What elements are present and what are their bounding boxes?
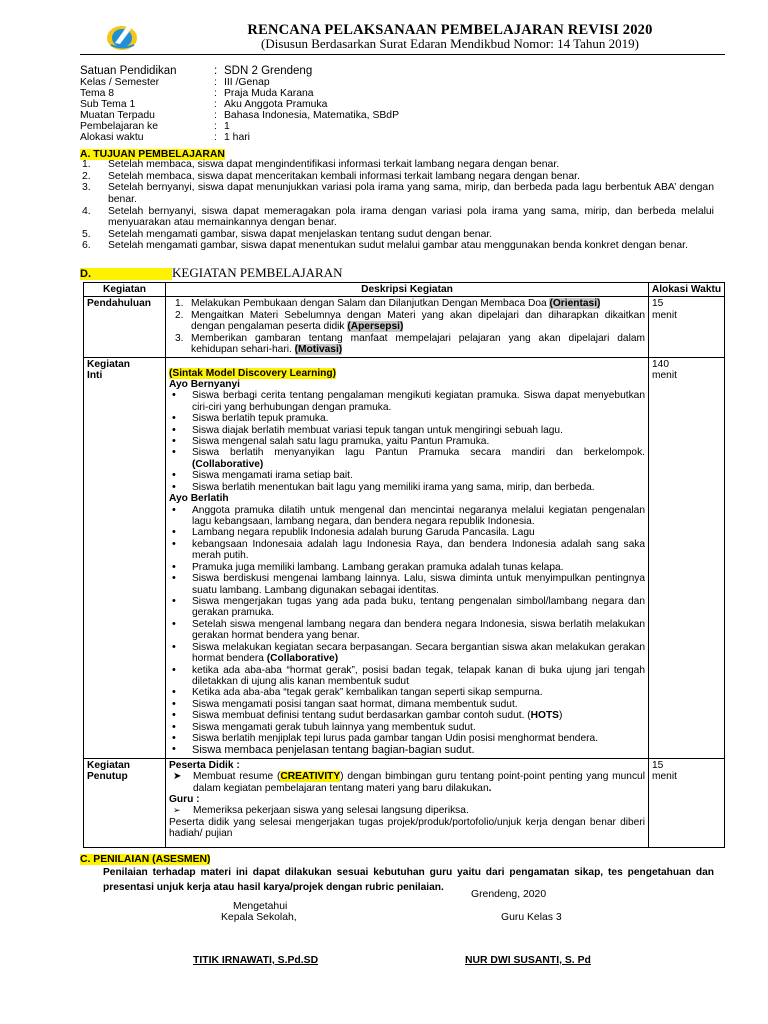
list-item: • Siswa membuat definisi tentang sudut berdasarkan gambar contoh sudut. (HOTS) bbox=[169, 710, 645, 721]
activity-description bbox=[166, 758, 649, 847]
list-item: 2. Mengaitkan Materi Sebelumnya dengan Materi yang akan dipelajari dan diharapkan dikaitkan dengan pengalaman peserta didik (Apersepsi) bbox=[175, 309, 645, 333]
list-item: • Siswa berlatih menyanyikan lagu Pantun Pramuka secara mandiri dan berkelompok. (Collaborative) bbox=[169, 447, 645, 470]
identity-row: Pembelajaran ke : 1 bbox=[80, 121, 230, 132]
teacher-title: Guru Kelas 3 bbox=[501, 912, 562, 923]
activity-label: Kegiatan Inti bbox=[84, 357, 166, 758]
list-item: • kebangsaan Indonesaia adalah lagu Indonesia Raya, dan bendera Indonesia adalah sang saka merah putih. bbox=[169, 539, 645, 562]
closing-text: Peserta didik yang selesai mengerjakan tugas projek/produk/portofolio/unjuk kerja dengan benar diberi hadiah/ pujian bbox=[169, 816, 645, 840]
list-item: • Anggota pramuka dilatih untuk mengenal dan mencintai negaranya melalui kegiatan pengenalan lagu kebangsaan, lambang negara, dan bendera negara republik Indonesia. bbox=[169, 505, 645, 528]
headmaster-title: Kepala Sekolah, bbox=[221, 912, 297, 923]
list-item: • Siswa mengamati posisi tangan saat hormat, dimana membentuk sudut. bbox=[169, 699, 645, 710]
table-row bbox=[84, 357, 725, 758]
list-item: 2. Setelah membaca, siswa dapat menceritakan kembali informasi terkait lambang negara dengan benar. bbox=[82, 170, 580, 182]
identity-row: Tema 8 : Praja Muda Karana bbox=[80, 88, 314, 99]
list-item: • Siswa berbagi cerita tentang pengalaman mengikuti kegiatan pramuka. Siswa dapat menyebutkan ciri-ciri yang berhubungan dengan pramuka. bbox=[169, 390, 645, 413]
list-item: • Siswa mengenal salah satu lagu pramuka, yaitu Pantun Pramuka. bbox=[169, 436, 645, 447]
list-item: 1. Melakukan Pembukaan dengan Salam dan Dilanjutkan Dengan Membaca Doa (Orientasi) bbox=[175, 298, 601, 310]
document-subtitle: (Disusun Berdasarkan Surat Edaran Mendikbud Nomor: 14 Tahun 2019) bbox=[261, 36, 639, 51]
mengetahui-label: Mengetahui bbox=[233, 901, 288, 912]
column-header: Alokasi Waktu bbox=[649, 283, 725, 297]
subheading: Ayo Bernyanyi bbox=[169, 378, 240, 390]
list-item: • Siswa berlatih menjiplak tepi lurus pada gambar tangan Udin posisi menghormat bendera. bbox=[169, 733, 645, 744]
headmaster-name: TITIK IRNAWATI, S.Pd.SD bbox=[193, 955, 319, 966]
section-c-heading: C. PENILAIAN (ASESMEN) bbox=[80, 854, 211, 865]
section-a-heading: A. TUJUAN PEMBELAJARAN bbox=[80, 149, 225, 160]
model-label: (Sintak Model Discovery Learning) bbox=[169, 367, 336, 379]
teacher-name: NUR DWI SUSANTI, S. Pd bbox=[465, 955, 591, 966]
list-item: • Siswa mengamati irama setiap bait. bbox=[169, 470, 645, 481]
list-item: • Siswa berdiskusi mengenai lambang lainnya. Lalu, siswa diminta untuk menyimpulkan pentingnya suatu lambang. Lambang digunakan sebagai identitas. bbox=[169, 573, 645, 596]
assessment-text: Penilaian terhadap materi ini dapat dilakukan sesuai kebutuhan guru yaitu dari pengamatan sikap, tes pengetahuan dan presentasi unjuk kerja atau hasil karya/projek dengan rubric penilaian. bbox=[103, 867, 714, 893]
activity-description bbox=[166, 357, 649, 758]
time-allocation: 15 menit bbox=[649, 297, 725, 357]
column-header: Deskripsi Kegiatan bbox=[166, 283, 649, 297]
subheading: Guru : bbox=[169, 794, 200, 806]
table-row bbox=[84, 297, 725, 357]
list-item: • Siswa membaca penjelasan tentang bagian-bagian sudut. bbox=[169, 744, 645, 756]
identity-row: Muatan Terpadu : Bahasa Indonesia, Matematika, SBdP bbox=[80, 110, 400, 121]
identity-row: Satuan Pendidikan : SDN 2 Grendeng bbox=[80, 65, 313, 77]
list-item: 1. Setelah membaca, siswa dapat mengindentifikasi informasi terkait lambang negara dengan benar. bbox=[82, 159, 560, 170]
identity-row: Sub Tema 1 : Aku Anggota Pramuka bbox=[80, 99, 328, 110]
activity-label: Kegiatan Penutup bbox=[84, 758, 166, 847]
activity-description bbox=[166, 297, 649, 357]
list-item: 5. Setelah mengamati gambar, siswa dapat menjelaskan tentang sudut dengan benar. bbox=[82, 228, 493, 240]
list-item: 3. Setelah bernyanyi, siswa dapat menunjukkan variasi pola irama yang sama, mirip, dan berbeda pada lagu berbentuk ABA’ dengan benar. bbox=[82, 182, 714, 205]
table-row bbox=[84, 758, 725, 847]
activity-label: Pendahuluan bbox=[84, 297, 166, 357]
list-item: 4. Setelah bernyanyi, siswa dapat memeragakan pola irama dengan variasi pola irama yang sama, mirip, dan berbeda melalui menyuarakan atau memainkannya dengan benar. bbox=[82, 205, 714, 229]
list-item: 6. Setelah mengamati gambar, siswa dapat menentukan sudut melalui gambar atau menggunakan benda konkret dengan benar. bbox=[82, 240, 688, 252]
column-header: Kegiatan bbox=[84, 283, 166, 297]
identity-row: Kelas / Semester : III /Genap bbox=[80, 77, 270, 88]
activities-table bbox=[83, 282, 725, 848]
place-date: Grendeng, 2020 bbox=[471, 889, 547, 900]
objectives-list bbox=[80, 159, 714, 252]
list-item: • Siswa mengamati gerak tubuh lainnya yang membentuk sudut. bbox=[169, 722, 645, 733]
list-item: • Siswa melakukan kegiatan secara berpasangan. Secara bergantian siswa akan melakukan gerakan hormat bendera (Collaborative) bbox=[169, 642, 645, 665]
list-item: • Lambang negara republik Indonesia adalah burung Garuda Pancasila. Lagu bbox=[169, 527, 645, 538]
identity-row: Alokasi waktu : 1 hari bbox=[80, 132, 250, 143]
list-item: • Siswa mengerjakan tugas yang ada pada buku, tentang pengenalan simbol/lambang negara dan gerakan pramuka. bbox=[169, 596, 645, 619]
list-item: • Setelah siswa mengenal lambang negara dan bendera negara Indonesia, siswa berlatih melakukan gerakan hormat bendera yang benar. bbox=[169, 619, 645, 642]
section-d-heading: D. KEGIATAN PEMBELAJARAN bbox=[80, 265, 343, 280]
list-item: • Ketika ada aba-aba “tegak gerak” kembalikan tangan seperti sikap sempurna. bbox=[169, 687, 645, 698]
time-allocation: 15 menit bbox=[649, 758, 725, 847]
list-item: • Siswa berlatih tepuk pramuka. bbox=[169, 413, 645, 424]
list-item: ➢ Memeriksa pekerjaan siswa yang selesai langsung diperiksa. bbox=[169, 805, 645, 816]
subheading: Ayo Berlatih bbox=[169, 493, 229, 505]
table-header-row bbox=[84, 283, 725, 297]
list-item: ➤ Membuat resume (CREATIVITY) dengan bimbingan guru tentang point-point penting yang muncul dalam kegiatan pembelajaran tentang materi yang baru dilakukan. bbox=[169, 771, 645, 794]
tut-wuri-handayani-logo-icon bbox=[103, 23, 141, 51]
list-item: • Siswa diajak berlatih membuat variasi tepuk tangan untuk mengiringi sebuah lagu. bbox=[169, 425, 645, 436]
subheading: Peserta Didik : bbox=[169, 759, 240, 771]
list-item: • Pramuka juga memiliki lambang. Lambang gerakan pramuka adalah tunas kelapa. bbox=[169, 562, 645, 573]
document-title: RENCANA PELAKSANAAN PEMBELAJARAN REVISI 2020 bbox=[247, 22, 653, 38]
time-allocation: 140 menit bbox=[649, 357, 725, 758]
list-item: • Siswa berlatih menentukan bait lagu yang memiliki irama yang sama, mirip, dan berbeda. bbox=[169, 482, 645, 493]
header-divider bbox=[80, 54, 725, 55]
list-item: • ketika ada aba-aba “hormat gerak”, posisi badan tegak, telapak kanan di buka ujung jari tengah diletakkan di ujung alis kanan membentuk sudut bbox=[169, 665, 645, 688]
list-item: 3. Memberikan gambaran tentang manfaat mempelajari pelajaran yang akan dipelajari dalam kehidupan sehari-hari. (Motivasi) bbox=[175, 332, 645, 356]
